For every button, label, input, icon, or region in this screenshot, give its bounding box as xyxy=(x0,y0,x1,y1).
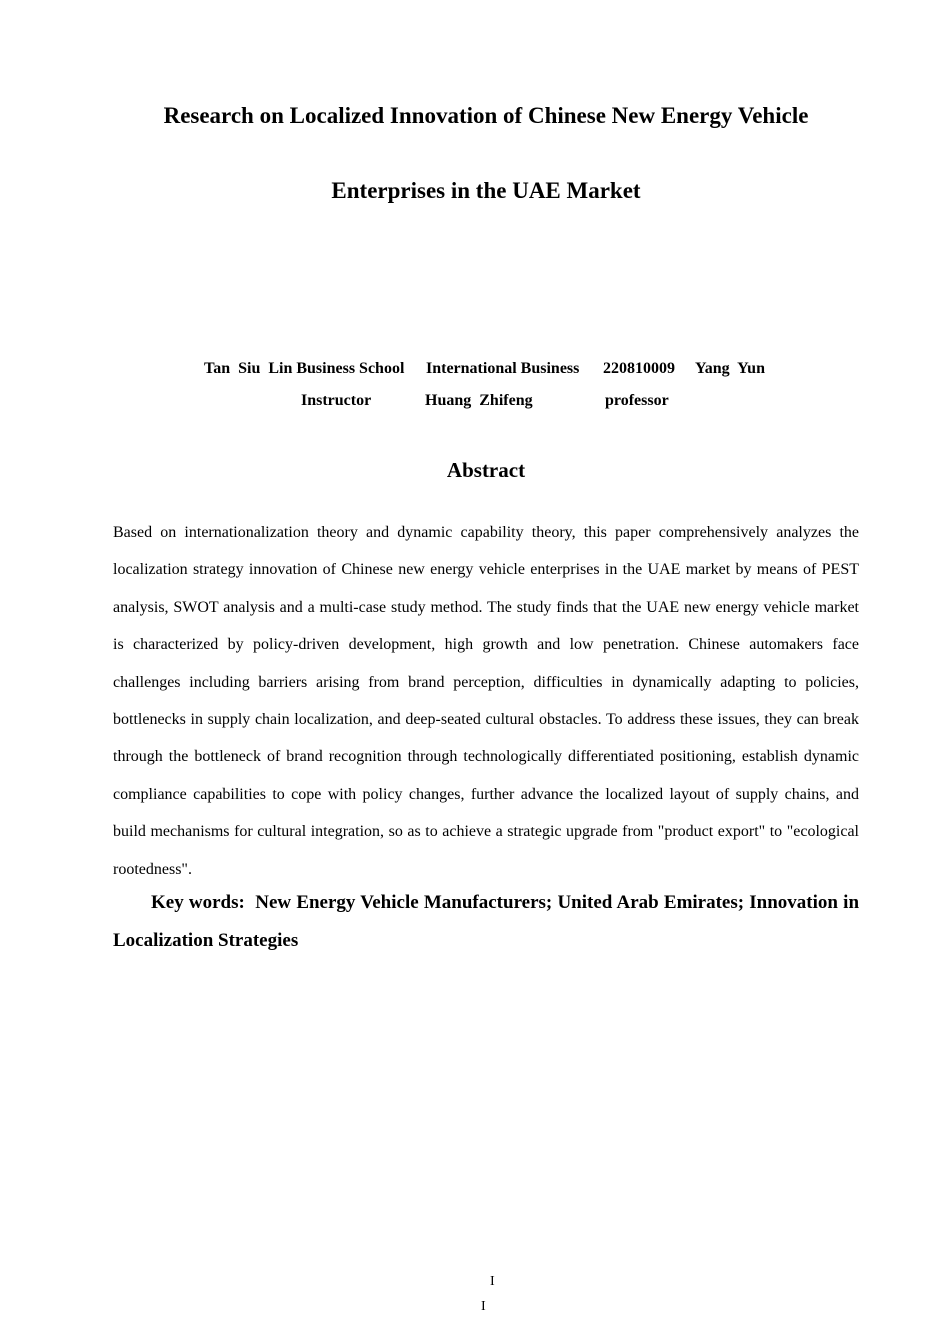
school-name: Tan Siu Lin Business School xyxy=(204,360,405,377)
student-name: Yang Yun xyxy=(695,360,765,377)
keywords-text: New Energy Vehicle Manufacturers; United Arab Emirates; Innovation in Localization Strategies xyxy=(113,892,860,951)
keywords-label: Key words: xyxy=(151,892,245,913)
abstract-body: Based on internationalization theory and dynamic capability theory, this paper comprehensively analyzes the localization strategy innovation of Chinese new energy vehicle enterprises in the UAE market by means of PEST analysis, SWOT analysis and a multi-case study method. The study finds that the UAE new energy vehicle market is characterized by policy-driven development, high growth and low penetration. Chinese automakers face challenges including barriers arising from brand perception, difficulties in dynamically adapting to policies, bottlenecks in supply chain localization, and deep-seated cultural obstacles. To address these issues, they can break through the bottleneck of brand recognition through technologically differentiated positioning, establish dynamic compliance capabilities to cope with policy changes, further advance the localized layout of supply chains, and build mechanisms for cultural integration, so as to achieve a strategic upgrade from "product export" to "ecological rootedness". xyxy=(113,524,859,878)
instructor-title: professor xyxy=(605,392,669,409)
page-number-secondary: I xyxy=(481,1299,486,1314)
paper-title-line-2: Enterprises in the UAE Market xyxy=(331,178,641,203)
instructor-name: Huang Zhifeng xyxy=(425,392,533,409)
keywords-paragraph xyxy=(113,884,859,960)
page-number-footer: I xyxy=(490,1274,495,1289)
major-name: International Business xyxy=(426,360,580,377)
instructor-label: Instructor xyxy=(301,392,372,409)
paper-title-line-1: Research on Localized Innovation of Chinese New Energy Vehicle xyxy=(163,103,809,128)
abstract-heading: Abstract xyxy=(446,458,526,482)
student-id: 220810009 xyxy=(603,360,675,377)
